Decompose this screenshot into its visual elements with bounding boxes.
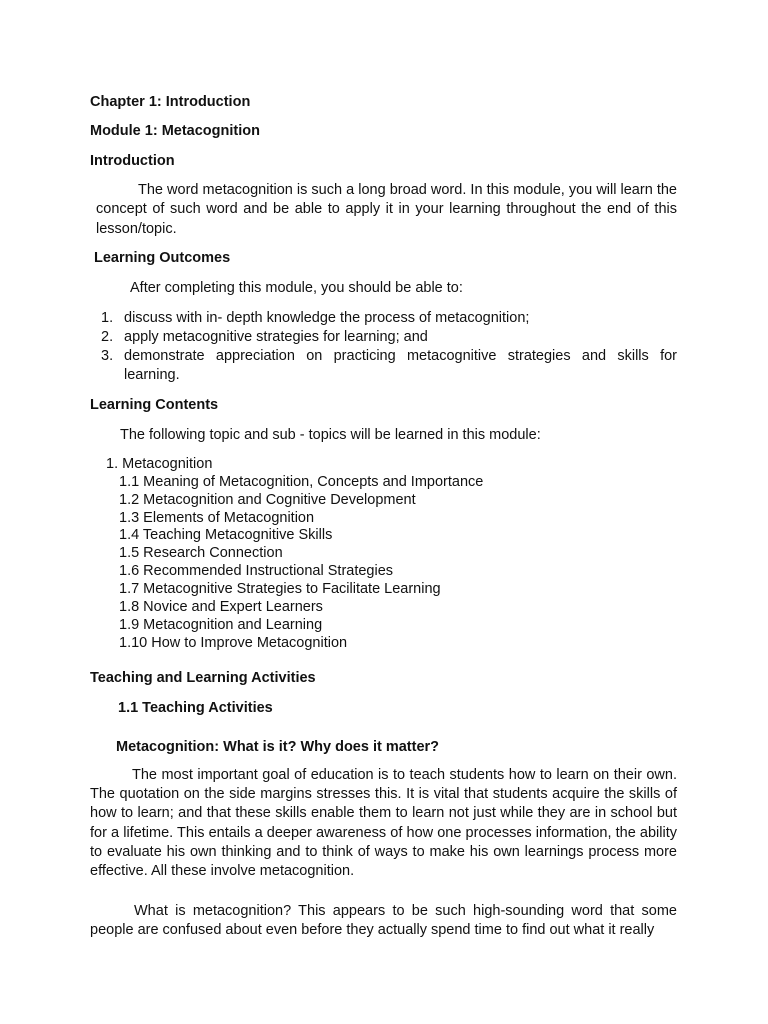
list-number: 1.: [101, 310, 114, 326]
list-item-text: apply metacognitive strategies for learning; and: [124, 329, 428, 345]
question-heading: Metacognition: What is it? Why does it matter?: [116, 739, 440, 755]
list-item-text: discuss with in- depth knowledge the process of metacognition;: [124, 310, 530, 326]
list-item: [91, 328, 677, 347]
activities-heading: Teaching and Learning Activities: [90, 670, 316, 686]
introduction-paragraph: The word metacognition is such a long broad word. In this module, you will learn the concept of such word and be able to apply it in your learning throughout the end of this lesson/topic.: [96, 182, 677, 237]
body-paragraph-1: The most important goal of education is to teach students how to learn on their own. The quotation on the side margins stresses this. It is vital that students acquire the skills of how to learn; and that these skills enable them to learn not just while they are in school but for a lifetime. This entails a deeper awareness of how one processes information, the ability to evaluate his own thinking and to think of ways to make his own learnings process more effective. All these involve metacognition.: [90, 767, 677, 880]
chapter-title: Chapter 1: Introduction: [90, 94, 251, 110]
body-paragraph-2: What is metacognition? This appears to be such high-sounding word that some people are confused about even before they actually spend time to find out what it really: [90, 903, 677, 939]
subtopic-item: 1.2 Metacognition and Cognitive Development: [119, 492, 416, 508]
list-number: 2.: [101, 329, 114, 345]
list-item: [91, 309, 677, 328]
list-item-text: demonstrate appreciation on practicing metacognitive strategies and skills for learning.: [124, 348, 677, 383]
learning-contents-lead: The following topic and sub - topics will be learned in this module:: [120, 427, 541, 443]
introduction-heading: Introduction: [90, 153, 175, 169]
teaching-activities-subheading: 1.1 Teaching Activities: [118, 700, 273, 716]
subtopic-item: 1.8 Novice and Expert Learners: [119, 599, 323, 615]
list-number: 3.: [101, 348, 114, 364]
list-item: [91, 347, 677, 385]
learning-outcomes-heading: Learning Outcomes: [94, 250, 231, 266]
subtopic-item: 1.1 Meaning of Metacognition, Concepts and Importance: [119, 474, 484, 490]
learning-contents-heading: Learning Contents: [90, 397, 219, 413]
subtopic-item: 1.10 How to Improve Metacognition: [119, 635, 348, 651]
subtopic-item: 1.6 Recommended Instructional Strategies: [119, 563, 394, 579]
topic-item: 1. Metacognition: [106, 456, 213, 472]
subtopic-item: 1.5 Research Connection: [119, 545, 283, 561]
learning-outcomes-list: [91, 309, 677, 385]
subtopic-item: 1.4 Teaching Metacognitive Skills: [119, 527, 333, 543]
subtopic-item: 1.3 Elements of Metacognition: [119, 510, 315, 526]
module-title: Module 1: Metacognition: [90, 123, 260, 139]
subtopic-item: 1.7 Metacognitive Strategies to Facilitate Learning: [119, 581, 441, 597]
subtopic-item: 1.9 Metacognition and Learning: [119, 617, 323, 633]
learning-outcomes-lead: After completing this module, you should be able to:: [130, 280, 463, 296]
